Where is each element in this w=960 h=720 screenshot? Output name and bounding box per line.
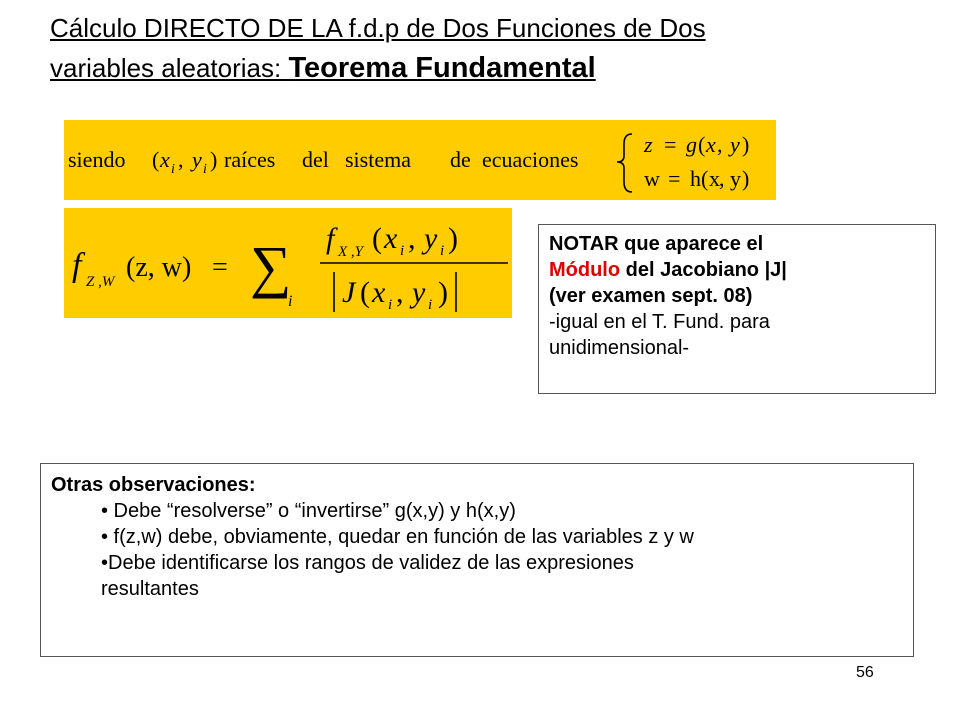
svg-text:z: z [644,132,653,157]
svg-text:(: ( [152,147,160,172]
svg-text:i: i [203,162,207,177]
svg-text:): ) [210,147,218,172]
observation-item-3: •Debe identificarse los rangos de validez de las expresiones [101,552,634,574]
svg-text:x: x [160,147,170,172]
word-siendo: siendo [68,147,126,172]
svg-text:x: x [384,222,398,255]
svg-text:x: x [709,166,720,191]
svg-text:(: ( [701,166,709,191]
svg-text:g: g [686,132,697,157]
svg-text:y: y [424,222,438,255]
theorem-formula-box [64,208,512,318]
note-line-2-rest: del Jacobiano |J| [620,259,787,281]
note-line-4: -igual en el T. Fund. para [549,311,770,333]
svg-text:f: f [326,222,335,255]
svg-text:=: = [668,166,681,191]
svg-text:,: , [717,132,723,157]
svg-text:i: i [440,243,445,259]
svg-text:(z, w): (z, w) [126,252,192,283]
word-raices: raíces [224,147,276,172]
svg-text:X ,Y: X ,Y [338,244,364,260]
svg-text:,: , [396,276,404,309]
svg-text:f: f [72,247,82,284]
equation-system-formula [64,120,776,200]
svg-text:h: h [690,166,701,191]
svg-text:y: y [192,147,202,172]
svg-text:(: ( [372,222,382,255]
svg-text:): ) [742,132,750,157]
title-prefix: variables aleatorias: [50,53,289,83]
note-line-5: unidimensional- [549,337,690,359]
observation-item-1: • Debe “resolverse” o “invertirse” g(x,y) y h(x,y) [101,500,516,522]
svg-text:): ) [742,166,750,191]
note-highlight: Módulo [549,259,621,281]
svg-text:,: , [178,147,184,172]
theorem-formula [64,208,512,318]
svg-text:∑: ∑ [250,234,292,299]
observations-box [40,463,914,657]
slide-title [50,8,930,88]
note-line-1: NOTAR que aparece el [549,233,764,255]
observation-item-2: • f(z,w) debe, obviamente, quedar en función de las variables z y w [101,526,694,548]
svg-text:i: i [400,243,405,259]
svg-text:w: w [644,166,660,191]
title-strong: Teorema Fundamental [288,52,596,84]
svg-text:x: x [706,132,716,157]
svg-text:(: ( [698,132,706,157]
page-number: 56 [856,664,874,681]
svg-text:del: del [302,147,329,172]
title-line-1: Cálculo DIRECTO DE LA f.d.p de Dos Funciones de Dos [50,13,706,43]
svg-text:x: x [372,276,386,309]
note-line-3: (ver examen sept. 08) [549,285,753,307]
observation-item-3-continued: resultantes [101,578,199,600]
svg-text:=: = [664,132,677,157]
svg-text:(: ( [360,276,370,309]
note-line-2 [549,257,925,283]
equation-system-box [64,120,776,200]
svg-text:i: i [428,297,433,313]
svg-text:): ) [438,276,448,309]
svg-text:y: y [730,132,740,157]
svg-text:i: i [288,293,293,310]
svg-text:i: i [171,162,175,177]
svg-text:=: = [212,252,228,283]
svg-text:i: i [388,297,393,313]
svg-text:ecuaciones: ecuaciones [482,147,579,172]
svg-text:y: y [412,276,426,309]
svg-text:,: , [408,222,416,255]
note-box [538,224,936,394]
observations-heading: Otras observaciones: [51,474,256,496]
svg-text:de: de [450,147,471,172]
svg-text:Z ,W: Z ,W [86,274,115,290]
title-line-2 [50,48,930,88]
svg-text:,: , [719,166,725,191]
svg-text:sistema: sistema [345,147,411,172]
svg-text:y: y [730,166,741,191]
svg-text:J: J [342,276,356,309]
svg-text:): ) [448,222,458,255]
